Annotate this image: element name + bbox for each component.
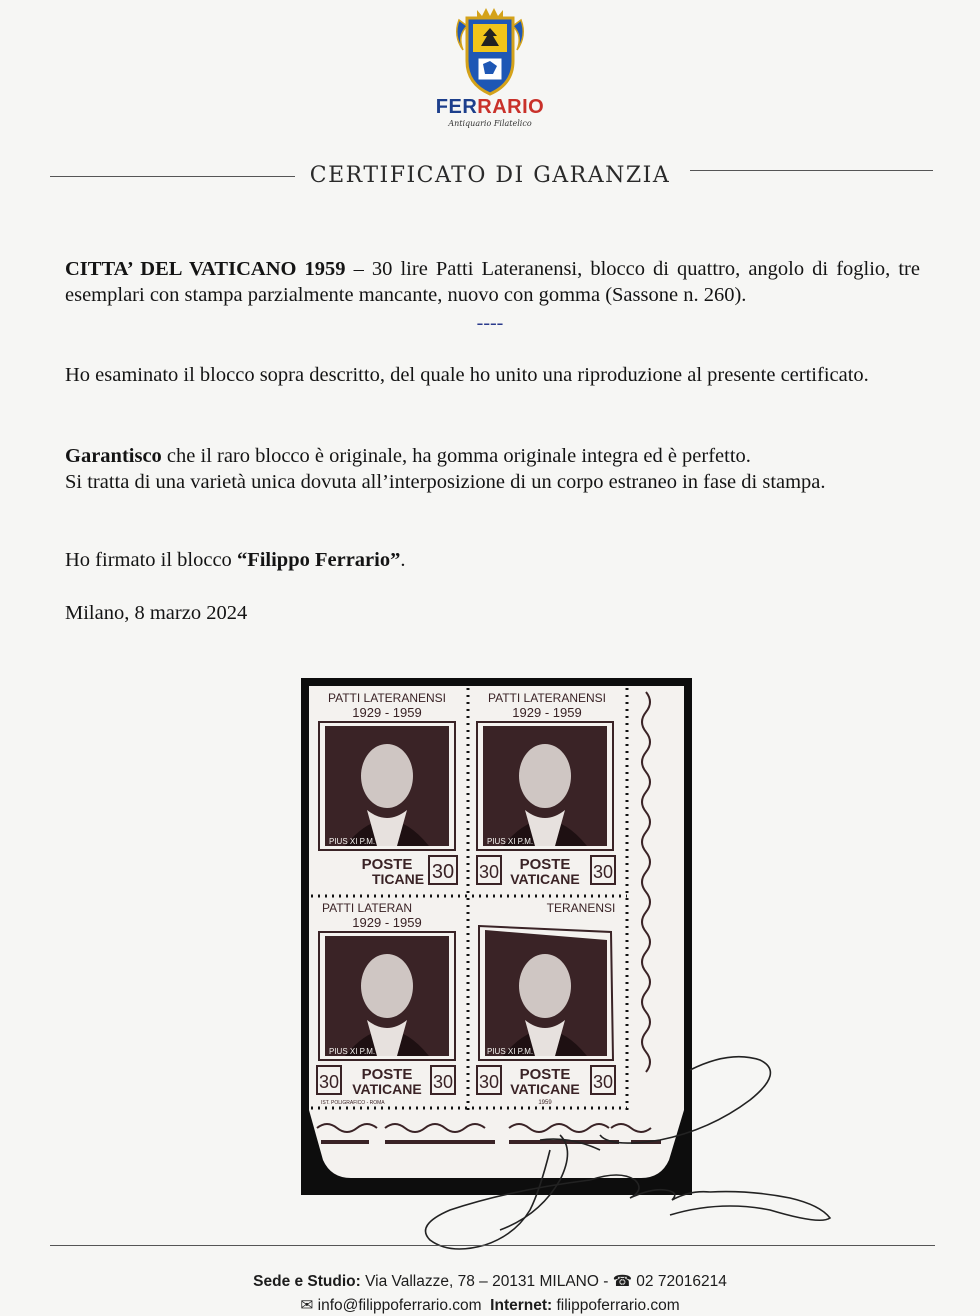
stamp-printer: IST. POLIGRAFICO - ROMA [321, 1100, 385, 1106]
footer-address-line [0, 1272, 980, 1291]
footer-rule [50, 1245, 935, 1246]
stamp-header-damaged: PATTI LATERAN [321, 901, 413, 915]
stamp-poste: POSTE [361, 856, 413, 873]
brand-part1: FER [435, 96, 478, 118]
stamp-portrait-label: PIUS XI P.M. [329, 837, 376, 846]
guarantee-text: che il raro blocco è originale, ha gomma originale integra ed è perfetto. [161, 445, 751, 467]
stamp-vaticane: VATICANE [352, 1081, 422, 1097]
brand-tagline: Antiquario Filatelico [448, 119, 532, 128]
stamp-value-right: 30 [432, 1072, 454, 1092]
email-icon: ✉ [300, 1297, 314, 1314]
stamp-bottom-left [317, 901, 455, 1106]
stamp-vaticane-damaged: TICANE [371, 871, 425, 887]
stamp-years: 1929 - 1959 [352, 705, 422, 720]
guarantee-line2: Si tratta di una varietà unica dovuta all’interposizione di un corpo estraneo in fase di stampa. [65, 471, 826, 493]
stamp-block-photo [301, 678, 692, 1195]
stamp-years: 1929 - 1959 [512, 705, 582, 720]
signed-name: “Filippo Ferrario” [236, 549, 401, 571]
stamp-value-left: 30 [478, 862, 500, 882]
stamp-portrait-label: PIUS XI P.M. [487, 1047, 534, 1056]
stamp-header-damaged: TERANENSI [546, 901, 616, 915]
description-lead: CITTA’ DEL VATICANO 1959 [65, 258, 346, 280]
stamp-portrait-label: PIUS XI P.M. [487, 837, 534, 846]
certificate-title: CERTIFICATO DI GARANZIA [309, 163, 671, 188]
signed-statement [65, 547, 920, 573]
stamp-vaticane: VATICANE [510, 1081, 580, 1097]
stamp-vaticane: VATICANE [510, 871, 580, 887]
separator: ---- [476, 312, 504, 334]
stamp-header: PATTI LATERANENSI [327, 691, 447, 705]
office-label: Sede e Studio: [253, 1273, 361, 1290]
stamp-portrait-label: PIUS XI P.M. [329, 1047, 376, 1056]
phone-number: 02 72016214 [632, 1273, 727, 1290]
stamp-poste: POSTE [361, 1066, 413, 1083]
stamp-value: 30 [431, 861, 455, 883]
examined-paragraph: Ho esaminato il blocco sopra descritto, del quale ho unito una riproduzione al presente certificato. [65, 364, 869, 386]
footer-contact-line [0, 1296, 980, 1315]
place-date: Milano, 8 marzo 2024 [65, 602, 248, 624]
signed-prefix: Ho firmato il blocco [65, 549, 237, 571]
brand-name [0, 96, 980, 119]
stamp-header: PATTI LATERANENSI [487, 691, 607, 705]
guarantee-paragraph [65, 443, 920, 495]
stamp-value-right: 30 [592, 1072, 614, 1092]
email-link[interactable]: info@filippoferrario.com [317, 1297, 482, 1314]
crest-icon [445, 6, 535, 98]
stamp-description [65, 256, 920, 308]
stamp-value-left: 30 [318, 1072, 340, 1092]
stamp-value-right: 30 [592, 862, 614, 882]
stamp-year-small: 1959 [538, 1100, 552, 1106]
description-text: – 30 lire Patti Lateranensi, blocco di quattro, angolo di foglio, tre esemplari con stampa parzialmente mancante, nuovo con gomma (Sassone n. 260). [65, 258, 920, 306]
guarantee-lead: Garantisco [65, 445, 162, 467]
phone-icon: ☎ [612, 1273, 632, 1290]
stamp-poste: POSTE [519, 856, 571, 873]
website-link[interactable]: filippoferrario.com [552, 1297, 680, 1314]
brand-part2: RARIO [477, 96, 545, 118]
logo [0, 6, 980, 98]
signed-suffix: . [400, 549, 406, 571]
stamp-poste: POSTE [519, 1066, 571, 1083]
web-label: Internet: [490, 1297, 553, 1314]
stamp-value-left: 30 [478, 1072, 500, 1092]
office-address: Via Vallazze, 78 – 20131 MILANO - [360, 1273, 613, 1290]
stamp-years: 1929 - 1959 [352, 915, 422, 930]
stamp-block-image [301, 678, 692, 1195]
